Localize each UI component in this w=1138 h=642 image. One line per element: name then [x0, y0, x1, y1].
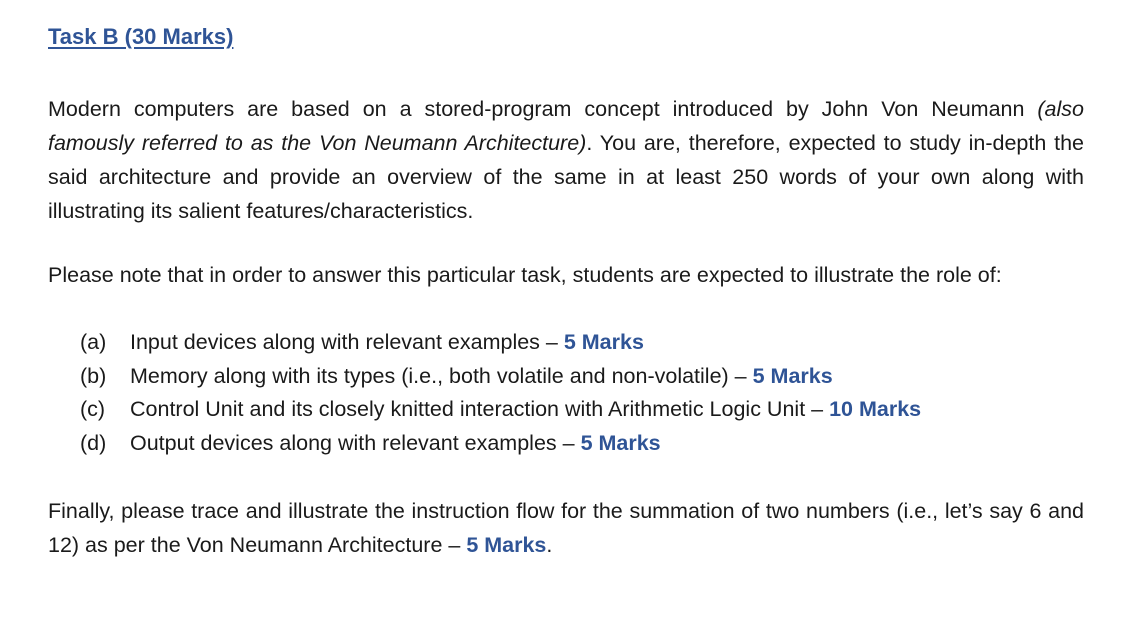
list-item: [80, 326, 1084, 360]
list-item: [80, 427, 1084, 461]
task-heading: Task B (30 Marks): [48, 24, 234, 49]
list-item-text: Output devices along with relevant examples –: [130, 430, 581, 455]
intro-text-2: . You are, therefore, expected to study in-depth the said architecture and provide an overview of the same in at least 250 words of your own along with illustrating its salient features/characteristics.: [48, 131, 1085, 223]
note-paragraph: Please note that in order to answer this particular task, students are expected to illustrate the role of:: [48, 263, 1002, 287]
list-item-text: Control Unit and its closely knitted interaction with Arithmetic Logic Unit –: [130, 397, 830, 421]
list-item-marks: 5 Marks: [563, 330, 644, 354]
list-item-marks: 5 Marks: [752, 363, 833, 388]
list-item: [80, 393, 1084, 427]
document-page: [48, 22, 1084, 562]
intro-text-1: Modern computers are based on a stored-program concept introduced by John Von Neumann: [48, 97, 1038, 121]
list-item-text: Input devices along with relevant examples –: [130, 330, 564, 354]
final-text: Finally, please trace and illustrate the instruction flow for the summation of two numbers (i.e., let’s say 6 and 12) as per the Von Neumann Architecture –: [48, 499, 1084, 557]
list-item-marks: 10 Marks: [829, 397, 922, 421]
list-item: [80, 360, 1084, 394]
final-period: .: [546, 533, 553, 557]
list-item-text: Memory along with its types (i.e., both volatile and non-volatile) –: [130, 363, 753, 388]
final-paragraph: [48, 494, 1084, 562]
list-item-label: (c): [80, 397, 106, 421]
requirements-list: [80, 326, 1084, 460]
list-item-marks: 5 Marks: [580, 430, 661, 455]
intro-italic: (also famously referred to as the Von Neumann Architecture): [48, 97, 1084, 155]
final-marks: 5 Marks: [466, 533, 547, 557]
list-item-label: (b): [80, 363, 107, 388]
list-item-label: (a): [80, 330, 107, 354]
intro-paragraph: [48, 92, 1084, 228]
list-item-label: (d): [80, 430, 107, 455]
